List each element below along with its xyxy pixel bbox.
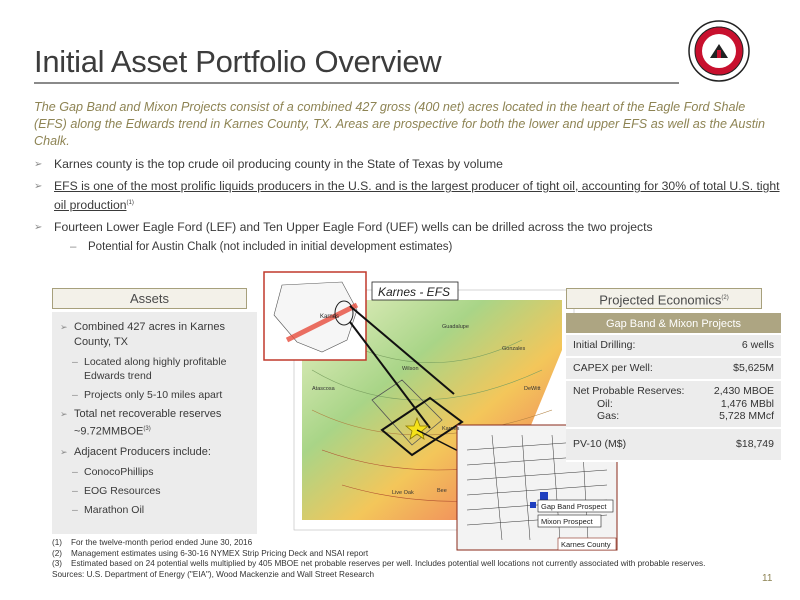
key-point: ➢ EFS is one of the most prolific liquids producers in the U.S. and is the largest producer of tight oil, accounting for 30% of total U.S. tight oil production$^{(1)}$: [34, 179, 780, 213]
title-divider: [34, 82, 679, 84]
place-label: Karnes: [442, 426, 460, 432]
arrow-bullet-icon: ➢: [34, 222, 43, 234]
producer-item: – Marathon Oil: [72, 504, 145, 517]
karnes-county-label: Karnes County: [561, 540, 611, 549]
intro-paragraph: The Gap Band and Mixon Projects consist of a combined 427 gross (400 net) acres located in the heart of the Eagle Ford Shale (EFS) along the Edwards trend in Karnes County, TX. Areas are prospective for both the lower and upper EFS as well as the Austin Chalk.: [34, 100, 766, 148]
asset-item: ➢ Total net recoverable reserves ~9.72MMBOE$^{(3)}$: [60, 408, 222, 438]
page-number: 11: [762, 573, 773, 584]
producer-item: – EOG Resources: [72, 485, 161, 498]
arrow-bullet-icon: ➢: [60, 409, 68, 419]
place-label: Wilson: [402, 366, 419, 372]
producer-item: – ConocoPhillips: [72, 466, 154, 479]
key-point-sub: – Potential for Austin Chalk (not included in initial development estimates): [70, 241, 453, 254]
footnotes: [52, 538, 742, 580]
economics-row: Initial Drilling: 6 wells: [566, 335, 781, 358]
key-point: ➢ Fourteen Lower Eagle Ford (LEF) and Ten Upper Eagle Ford (UEF) wells can be drilled across the two projects: [34, 220, 653, 235]
economics-row: Net Probable Reserves: Oil: Gas: 2,430 MBOE 1,476 MBbl 5,728 MMcf: [566, 381, 781, 429]
footnote: (1) For the twelve-month period ended June 30, 2016: [52, 538, 253, 547]
place-label: Gonzales: [502, 346, 526, 352]
economics-header: Projected Economics$^{(2)}$: [566, 288, 762, 309]
place-label: DeWitt: [524, 386, 541, 392]
inset-karnes-label: Karnes: [320, 314, 340, 320]
arrow-bullet-icon: ➢: [60, 322, 68, 332]
asset-item: ➢ Adjacent Producers include:: [60, 445, 211, 458]
key-points-list: [34, 156, 784, 256]
economics-row: PV-10 (M$) $18,749: [566, 429, 781, 462]
economics-row: CAPEX per Well: $5,625M: [566, 358, 781, 381]
arrow-bullet-icon: ➢: [34, 181, 43, 192]
karnes-efs-label: Karnes - EFS: [378, 285, 451, 299]
place-label: Bee: [437, 488, 447, 494]
assets-panel: [52, 312, 257, 534]
footnote: (2) Management estimates using 6-30-16 NYMEX Strip Pricing Deck and NSAI report: [52, 548, 369, 558]
asset-item: ➢ Combined 427 acres in Karnes County, TX: [60, 321, 226, 348]
asset-sub-item: – Projects only 5-10 miles apart: [72, 389, 223, 401]
assets-header: Assets: [52, 288, 247, 309]
mixon-marker: [530, 502, 536, 508]
economics-table: [566, 313, 781, 462]
gap-band-marker: [540, 492, 548, 500]
place-label: Guadalupe: [442, 324, 469, 330]
sources-note: Sources: U.S. Department of Energy ("EIA"), Wood Mackenzie and Wall Street Research: [52, 569, 375, 579]
economics-table-title: Gap Band & Mixon Projects: [566, 313, 781, 335]
footnote: (3) Estimated based on 24 potential wells multiplied by 405 MBOE net probable reserves per well. Includes potential well locations not currently associated with probable reserves.: [52, 559, 706, 569]
arrow-bullet-icon: ➢: [60, 446, 68, 457]
asset-sub-item: – Located along highly profitable Edwards trend: [72, 356, 227, 382]
arrow-bullet-icon: ➢: [34, 159, 43, 170]
company-logo: [688, 20, 750, 82]
place-label: Atascosa: [312, 386, 335, 392]
mixon-label: Mixon Prospect: [541, 517, 593, 526]
place-label: Live Oak: [392, 490, 414, 496]
gap-band-label: Gap Band Prospect: [541, 502, 607, 511]
page-title: Initial Asset Portfolio Overview: [34, 44, 442, 79]
key-point: ➢ Karnes county is the top crude oil producing county in the State of Texas by volume: [34, 157, 503, 171]
